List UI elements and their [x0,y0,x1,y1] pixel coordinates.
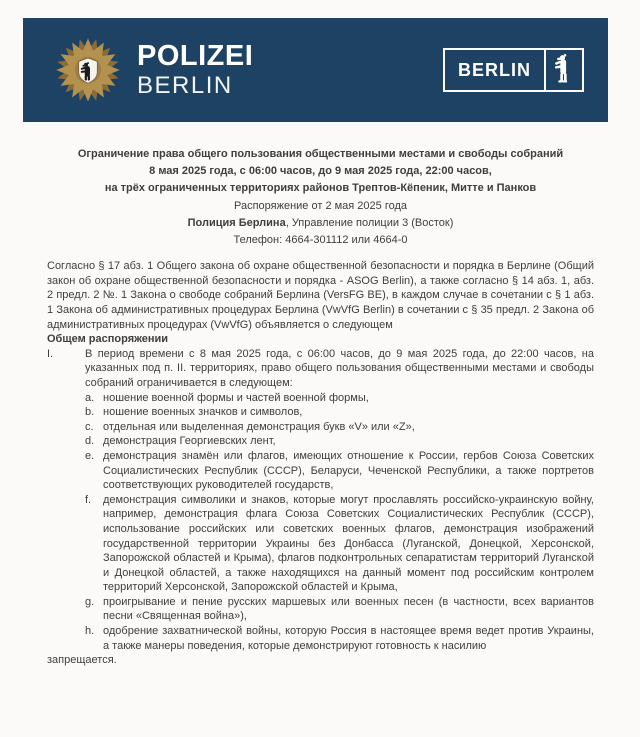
restriction-item [85,624,594,653]
general-decree-heading: Общем распоряжении [47,333,169,346]
title-line-3: на трёх ограниченных территориях районов Трептов-Кёпеник, Митте и Панков [104,182,537,195]
restriction-item [85,420,594,435]
brand-wordmark [137,42,253,98]
closing-statement: запрещается. [47,654,117,667]
restriction-letter: c. [85,420,94,433]
restriction-text: одобрение захватнической войны, которую Россия в настоящее время ведет против Украины, а также манеры поведения, которые демонстрируют готовность к насилию [103,625,594,652]
title-block [47,146,594,249]
restriction-letter: f. [85,493,92,506]
berlin-bear-icon [546,50,582,90]
authority-name: Полиция Берлина [187,216,286,229]
phone-line: Телефон: 4664-301112 или 4664-0 [233,234,408,247]
polizei-brand [55,37,253,103]
restriction-text: демонстрация символики и знаков, которые могут прославлять российско-украинскую войну, например, демонстрация флага Союза Советских Социалистических Республик (СССР), использование российских или советских военных флагов, демонстрация изображений государственной территории Украины без Донбасса (Луганской, Донецкой, Херсонской, Запорожской областей и Крыма), флагов подконтрольных сепаратистам территорий Луганской и Донецкой областей, а также находящихся на данный момент под российским контролем территорий Херсонской, Запорожской областей и Крыма, [103,493,594,594]
restriction-letter: g. [85,595,95,608]
restriction-letter: a. [85,391,95,404]
decree-item-text: В период времени с 8 мая 2025 года, с 06:00 часов, до 9 мая 2025 года, до 22:00 часов, на указанных под п. II. территориях, право общего пользования общественными местами и свободы собраний ограничивается в следующем: [85,347,594,389]
polizei-star-icon [55,37,121,103]
restriction-letter: b. [85,406,95,419]
brand-polizei-text: POLIZEI [137,40,254,72]
restrictions-list [85,391,594,654]
brand-berlin-text: BERLIN [137,72,233,99]
polizei-header [23,18,608,122]
restriction-text: проигрывание и пение русских маршевых или военных песен (в частности, всех вариантов песни «Священная война»), [103,595,594,623]
restriction-text: ношение военных значков и символов, [103,406,303,419]
restriction-item [85,595,594,624]
decree-date-line: Распоряжение от 2 мая 2025 года [233,199,408,212]
restriction-text: демонстрация Георгиевских лент, [103,435,276,448]
restriction-item [85,493,594,595]
authority-line [47,215,594,232]
restriction-item [85,391,594,406]
legal-basis-paragraph: Согласно § 17 абз. 1 Общего закона об охране общественной безопасности и порядка в Берлине (Общий закон об охране общественной безопасности и порядка - ASOG Berlin), а также согласно § 14 абз. 1, абз. 2 предл. 2 №. 1 Закона о свободе собраний Берлина (VersFG BE), в каждом случае в сочетании с § 1 абз. 1 Закона об административных процедурах Берлина (VwVfG Berlin) в сочетании с § 35 предл. 2 Закона об административных процедурах (VwVfG) объявляется о следующем [47,260,594,331]
restriction-letter: h. [85,625,95,638]
authority-department: , Управление полиции 3 (Восток) [285,216,454,229]
restriction-item [85,405,594,420]
title-line-2: 8 мая 2025 года, с 06:00 часов, до 9 мая 2025 года, 22:00 часов, [149,165,492,178]
berlin-badge [443,48,584,92]
restriction-item [85,449,594,493]
restriction-letter: d. [85,435,95,448]
restriction-text: отдельная или выделенная демонстрация букв «V» или «Z», [103,420,415,433]
decree-item-number: I. [47,347,54,360]
document-body [47,146,594,668]
restriction-item [85,434,594,449]
title-line-1: Ограничение права общего пользования общественными местами и свободы собраний [77,148,564,160]
berlin-badge-label: BERLIN [458,59,531,80]
decree-item-1 [47,347,594,391]
restriction-letter: e. [85,449,95,462]
restriction-text: демонстрация знамён или флагов, имеющих отношение к России, гербов Союза Советских Социалистических Республик (СССР), Беларуси, Чеченской Республики, а также портретов соответствующих руководителей государств, [103,449,594,492]
restriction-text: ношение военной формы и частей военной формы, [103,391,369,404]
